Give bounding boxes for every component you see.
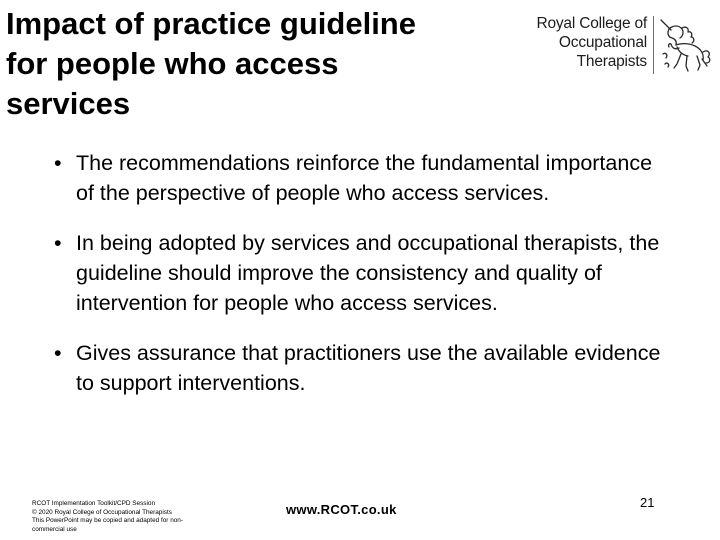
footer-website-link[interactable]: www.RCOT.co.uk bbox=[286, 502, 397, 517]
slide-title-line: for people who access bbox=[6, 46, 339, 81]
bullet-text: In being adopted by services and occupational therapists, the guideline should improve the consistency and quality of intervention for people who access services. bbox=[76, 231, 660, 315]
logo-wordmark bbox=[532, 14, 647, 71]
bullet-item bbox=[52, 148, 672, 208]
rcot-logo bbox=[532, 14, 718, 78]
footer-note-line: This PowerPoint may be copied and adapted for non- bbox=[32, 517, 183, 524]
bullet-list bbox=[52, 148, 672, 398]
bullet-marker: • bbox=[54, 151, 62, 175]
footer-note-line: RCOT Implementation Toolkit/CPD Session bbox=[32, 500, 156, 507]
logo-wordmark-line: Therapists bbox=[576, 53, 647, 70]
footer-note-line: commercial use bbox=[32, 525, 77, 533]
slide-title-line: services bbox=[6, 86, 131, 121]
bullet-marker: • bbox=[54, 231, 62, 255]
slide-title-line: Impact of practice guideline bbox=[6, 6, 416, 41]
bullet-text: Gives assurance that practitioners use the available evidence to support interventions. bbox=[76, 341, 661, 395]
footer-copyright-note bbox=[32, 500, 222, 534]
logo-divider bbox=[653, 16, 654, 74]
unicorn-crest-icon bbox=[657, 14, 713, 76]
bullet-marker: • bbox=[54, 341, 62, 365]
logo-wordmark-line: Occupational bbox=[558, 34, 647, 51]
bullet-item bbox=[52, 338, 672, 398]
bullet-text: The recommendations reinforce the fundamental importance of the perspective of people who access services. bbox=[76, 151, 653, 205]
slide-title bbox=[6, 4, 506, 124]
bullet-item bbox=[52, 228, 672, 318]
slide-page-number: 21 bbox=[640, 495, 655, 510]
footer-note-line: © 2020 Royal College of Occupational Therapists bbox=[32, 508, 172, 516]
logo-wordmark-line: Royal College of bbox=[536, 15, 647, 32]
